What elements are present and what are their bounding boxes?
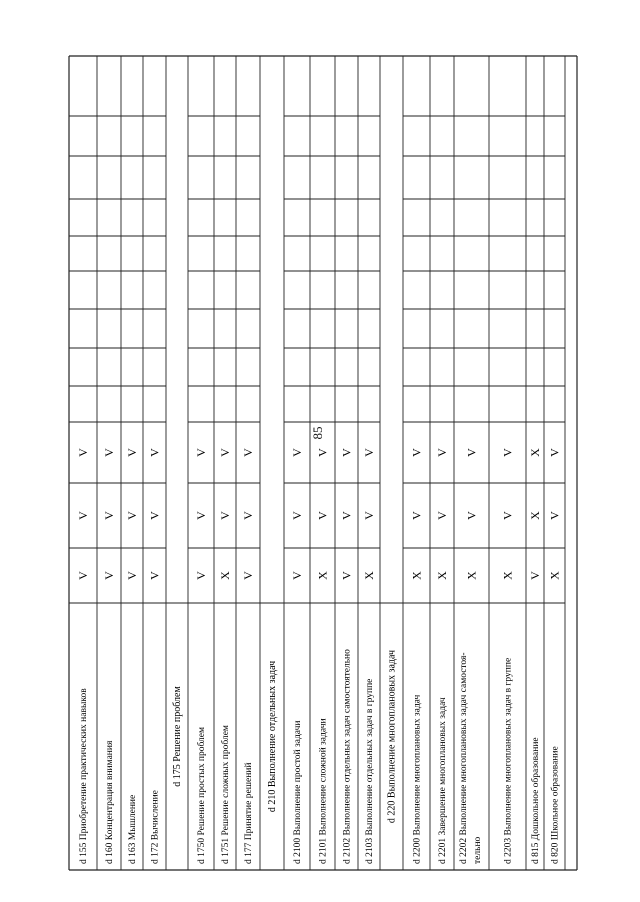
mark-cell: V [315, 448, 330, 457]
mark-cell: X [218, 571, 232, 580]
mark-cell: V [362, 448, 376, 457]
mark-cell: V [339, 571, 354, 580]
row-label: d 163 Мышление [128, 794, 138, 864]
mark-cell: V [409, 448, 424, 457]
row-label: d 1750 Решение простых проблем [197, 726, 207, 864]
mark-cell: X [464, 571, 479, 580]
row-label: d 172 Вычисление [150, 790, 161, 864]
mark-cell: V [194, 448, 208, 457]
mark-cell: X [315, 571, 330, 580]
mark-cell: V [76, 571, 90, 580]
mark-cell: V [547, 448, 562, 457]
row-label: d 2203 Выполнение многоплановых задач в группе [503, 657, 514, 864]
mark-cell: V [290, 571, 304, 580]
row-label: d 2102 Выполнение отдельных задач самостоятельно [342, 649, 353, 864]
mark-cell: V [464, 511, 479, 520]
mark-cell: V [435, 511, 449, 520]
mark-cell: V [194, 571, 208, 580]
mark-cell: V [464, 448, 479, 457]
mark-cell: X [435, 571, 449, 580]
row-label: d 2103 Выполнение отдельных задач в группе [365, 678, 375, 864]
row-label: d 2202 Выполнение многоплановых задач самостоя- [459, 652, 469, 864]
row-label: d 1751 Решение сложных проблем [221, 725, 231, 864]
row-label: d 2201 Завершение многоплановых задач [438, 697, 448, 864]
mark-cell: V [241, 448, 255, 457]
mark-cell: V [362, 511, 376, 520]
mark-cell: V [315, 511, 330, 520]
mark-cell: V [409, 511, 424, 520]
mark-cell: V [218, 511, 232, 520]
mark-cell: V [339, 511, 354, 520]
mark-cell: V [76, 511, 90, 520]
mark-cell: X [362, 571, 376, 580]
mark-cell: V [125, 448, 139, 457]
row-label-continued: тельно [473, 836, 483, 864]
row-label: d 155 Приобретение практических навыков [79, 688, 89, 864]
mark-cell: V [147, 511, 162, 520]
section-heading: d 210 Выполнение отдельных задач [267, 660, 278, 813]
row-label: d 2101 Выполнение сложной задачи [318, 718, 329, 864]
mark-cell: V [125, 571, 139, 580]
mark-cell: V [147, 448, 162, 457]
mark-cell: V [500, 448, 515, 457]
mark-cell: V [241, 571, 255, 580]
row-label: d 815 Дошкольное образование [531, 737, 541, 864]
mark-cell: V [125, 511, 139, 520]
page-number: 85 [310, 426, 325, 440]
mark-cell: X [528, 448, 542, 457]
mark-cell: X [409, 571, 424, 580]
mark-cell: X [528, 511, 542, 520]
mark-cell: V [102, 511, 116, 520]
row-label: d 820 Школьное образование [550, 746, 561, 864]
mark-cell: V [290, 511, 304, 520]
row-label: d 2200 Выполнение многоплановых задач [412, 694, 423, 864]
mark-cell: V [102, 571, 116, 580]
mark-cell: V [528, 571, 542, 580]
assessment-table [68, 55, 578, 871]
mark-cell: V [290, 448, 304, 457]
row-label: d 2100 Выполнение простой задачи [293, 720, 303, 864]
mark-cell: V [76, 448, 90, 457]
mark-cell: X [500, 571, 515, 580]
row-label: d 160 Концентрация внимания [105, 740, 115, 864]
table-grid [68, 55, 578, 871]
mark-cell: V [241, 511, 255, 520]
section-heading: d 175 Решение проблем [172, 686, 183, 787]
mark-cell: V [194, 511, 208, 520]
mark-cell: V [547, 511, 562, 520]
mark-cell: V [500, 511, 515, 520]
mark-cell: V [339, 448, 354, 457]
section-heading: d 220 Выполнение многоплановых задач [386, 649, 398, 824]
mark-cell: V [435, 448, 449, 457]
mark-cell: V [102, 448, 116, 457]
mark-cell: V [147, 571, 162, 580]
mark-cell: X [547, 571, 562, 580]
mark-cell: V [218, 448, 232, 457]
row-label: d 177 Принятие решений [244, 762, 254, 864]
